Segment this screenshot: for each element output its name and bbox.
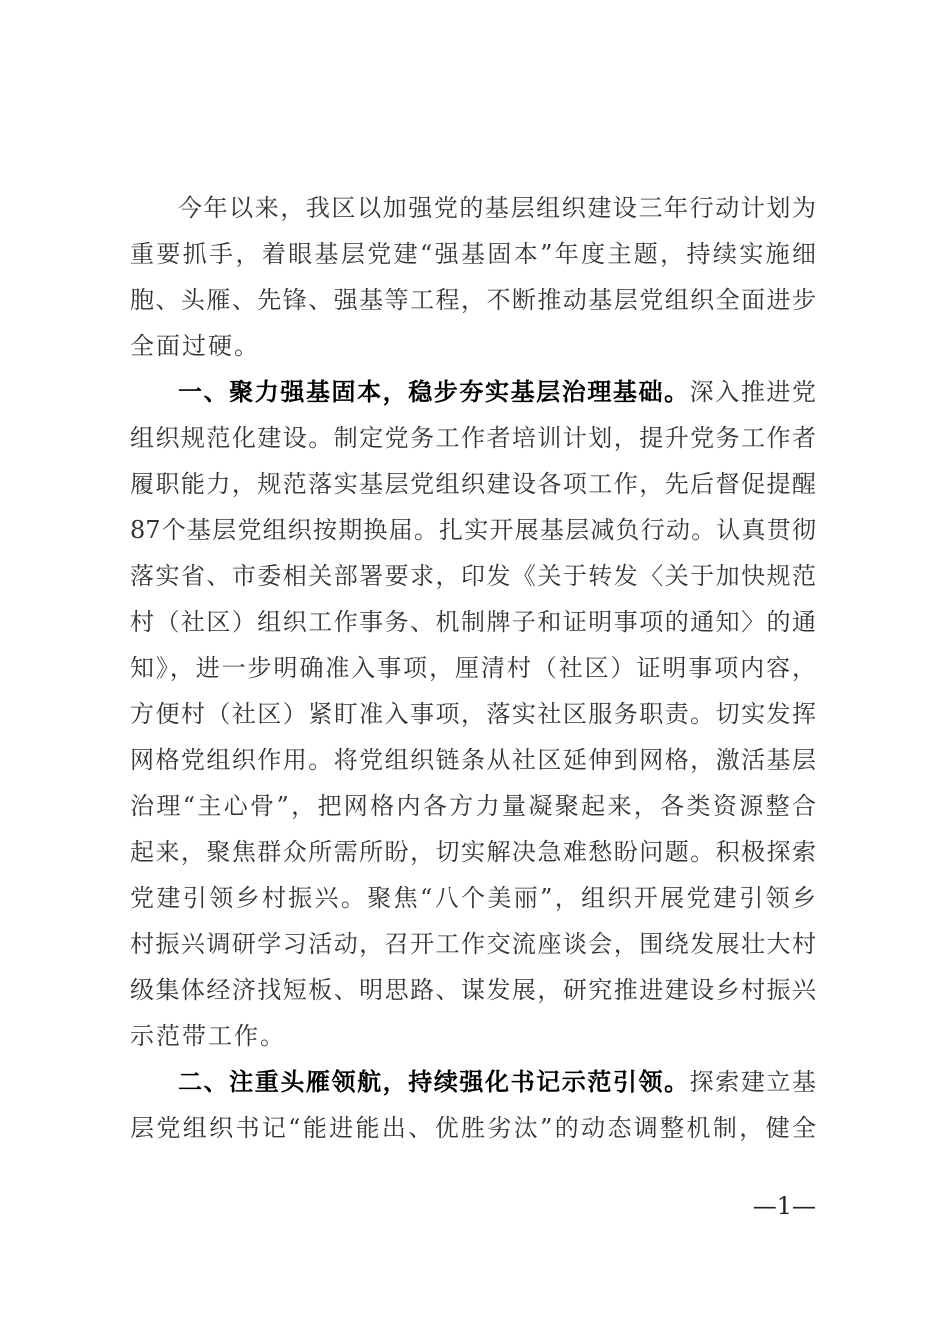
text-line: [130, 231, 816, 277]
text-line: [130, 921, 816, 967]
text-line: [130, 599, 816, 645]
body-text: 党建引领乡村振兴。聚焦“八个美丽”，组织开展党建引领乡: [130, 884, 816, 912]
body-text: 履职能力，规范落实基层党组织建设各项工作，先后督促提醒: [130, 470, 816, 498]
text-line: [130, 1105, 816, 1151]
text-line: [130, 875, 816, 921]
body-text: 组织规范化建设。制定党务工作者培训计划，提升党务工作者: [130, 424, 816, 452]
text-line: [130, 277, 816, 323]
body-text: 今年以来，我区以加强党的基层组织建设三年行动计划为: [178, 194, 816, 222]
text-line: [130, 461, 816, 507]
body-text: 落实省、市委相关部署要求，印发《关于转发〈关于加快规范: [130, 562, 816, 590]
text-line: [178, 185, 816, 231]
section-heading: 二、注重头雁领航，持续强化书记示范引领。: [178, 1068, 690, 1096]
body-text: 探索建立基: [689, 1068, 817, 1096]
body-text: 知》，进一步明确准入事项，厘清村（社区）证明事项内容，: [130, 654, 816, 682]
body-text: 网格党组织作用。将党组织链条从社区延伸到网格，激活基层: [130, 746, 816, 774]
text-line: [130, 645, 816, 691]
section-heading-line: [178, 1059, 816, 1105]
text-line: [130, 323, 816, 369]
body-text: 方便村（社区）紧盯准入事项，落实社区服务职责。切实发挥: [130, 700, 816, 728]
text-line: [130, 829, 816, 875]
body-text: 级集体经济找短板、明思路、谋发展，研究推进建设乡村振兴: [130, 976, 816, 1004]
text-line: [130, 507, 816, 553]
section-heading-line: [178, 369, 816, 415]
text-line: [130, 967, 816, 1013]
text-line: [130, 1013, 816, 1059]
body-text: 村振兴调研学习活动，召开工作交流座谈会，围绕发展壮大村: [130, 930, 816, 958]
body-text: 治理“主心骨”，把网格内各方力量凝聚起来，各类资源整合: [130, 792, 816, 820]
text-line: [130, 415, 816, 461]
body-text: 层党组织书记“能进能出、优胜劣汰”的动态调整机制，健全: [130, 1114, 816, 1142]
page-number: —1—: [752, 1192, 816, 1220]
body-text: 胞、头雁、先锋、强基等工程，不断推动基层党组织全面进步: [130, 286, 816, 314]
body-text: 深入推进党: [689, 378, 817, 406]
body-text: 起来，聚焦群众所需所盼，切实解决急难愁盼问题。积极探索: [130, 838, 816, 866]
text-line: [130, 553, 816, 599]
text-line: [130, 783, 816, 829]
body-text: 重要抓手，着眼基层党建“强基固本”年度主题，持续实施细: [130, 240, 816, 268]
body-text: 87个基层党组织按期换届。扎实开展基层减负行动。认真贯彻: [130, 516, 816, 544]
body-text: 全面过硬。: [130, 332, 260, 360]
body-text: 示范带工作。: [130, 1022, 286, 1050]
text-line: [130, 691, 816, 737]
text-line: [130, 737, 816, 783]
section-heading: 一、聚力强基固本，稳步夯实基层治理基础。: [178, 378, 690, 406]
body-text: 村（社区）组织工作事务、机制牌子和证明事项的通知〉的通: [130, 608, 816, 636]
